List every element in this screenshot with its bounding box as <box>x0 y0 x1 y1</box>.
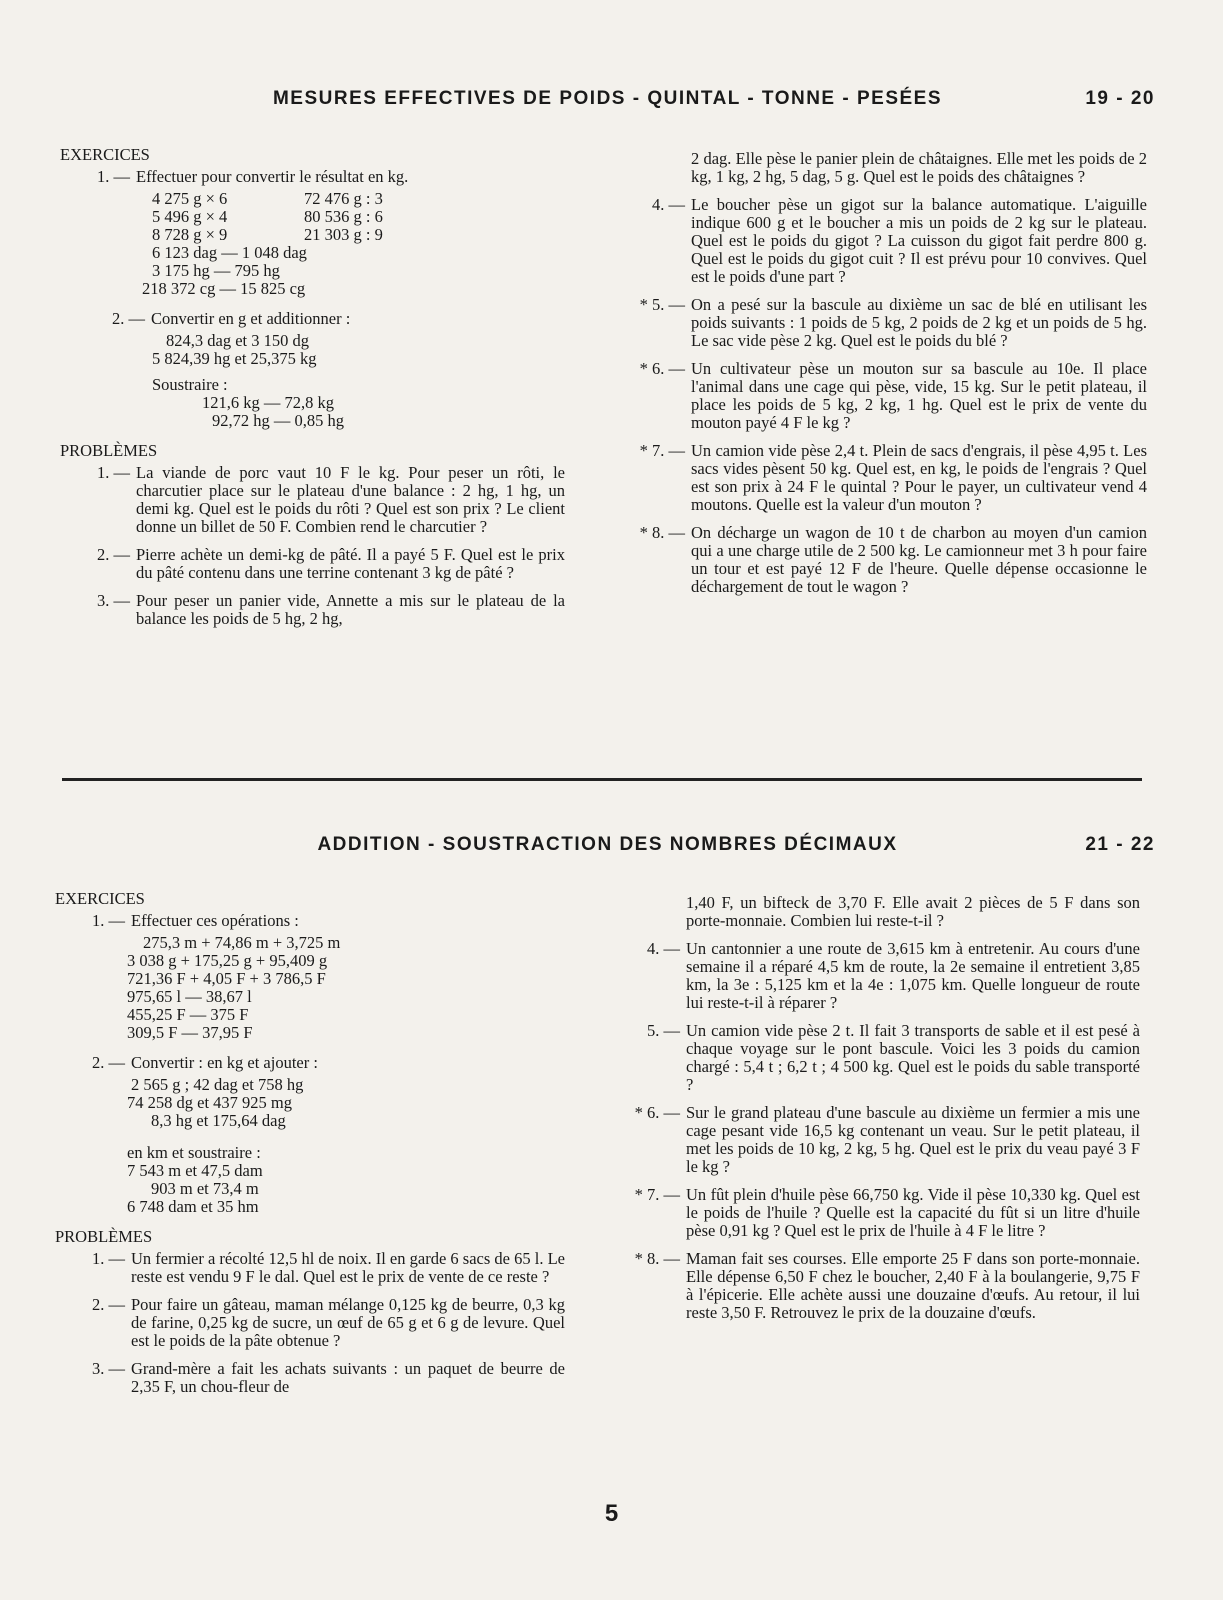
bottom-left-column: EXERCICES 1. — Effectuer ces opérations : 275,3 m + 74,86 m + 3,725 m 3 038 g + 175,25 g + 95,409 g 721,36 F + 4,05 F + 3 786,5 F 975,65 l — 38,67 l 455,25 F — 375 F 309,5 F — 37,95 F 2. — Convertir : en kg et ajouter : 2 565 g ; 42 dag et 758 hg 74 258 dg et 437 925 mg 8,3 hg et 175,64 dag en km et soustraire : 7 543 m et 47,5 dam 903 m et 73,4 m 6 748 dam et 35 hm PROBLÈMES 1. — Un fermier a récolté 12,5 hl de noix. Il en garde 6 sacs de 65 l. Le reste est vendu 9 F le dal. Quel est le prix de vente de ce reste ? 2. — Pour faire un gâteau, maman mélange 0,125 kg de beurre, 0,3 kg de farine, 0,25 kg de sucre, un œuf de 65 g et 6 g de levure. Quel est le poids de la pâte obtenue ? 3. — Grand-mère a fait les achats suivants : un paquet de beurre de 2,35 F, un chou-fleur de <box>55 889 565 1396</box>
section-divider <box>62 778 1142 781</box>
section-title: ADDITION - SOUSTRACTION DES NOMBRES DÉCIMAUX <box>317 834 898 855</box>
problem-item: 1. — Un fermier a récolté 12,5 hl de noix. Il en garde 6 sacs de 65 l. Le reste est vendu 9 F le dal. Quel est le prix de vente de ce reste ? <box>92 1249 565 1286</box>
top-left-column: EXERCICES 1. — Effectuer pour convertir le résultat en kg. 4 275 g × 6 72 476 g : 3 5 496 g × 4 80 536 g : 6 8 728 g × 9 21 303 g : 9 6 123 dag — 1 048 dag 3 175 hg — 795 hg 218 372 cg — 15 825 cg 2. — Convertir en g et additionner : 824,3 dag et 3 150 dg 5 824,39 hg et 25,375 kg Soustraire : 121,6 kg — 72,8 kg 92,72 hg — 0,85 hg PROBLÈMES 1. — La viande de porc vaut 10 F le kg. Pour peser un rôti, le charcutier place sur le plateau d'une balance : 2 hg, 1 hg, un demi kg. Quel est le poids du rôti ? Quel est son prix ? Le client donne un billet de 50 F. Combien rend le charcutier ? 2. — Pierre achète un demi-kg de pâté. Il a payé 5 F. Quel est le prix du pâté contenu dans une terrine contenant 3 kg de pâté ? 3. — Pour peser un panier vide, Annette a mis sur le plateau de la balance les poids de 5 hg, 2 hg, <box>60 145 565 628</box>
section-number: 21 - 22 <box>1085 834 1155 855</box>
problems-heading: PROBLÈMES <box>60 441 158 460</box>
problem-item: 2. — Pierre achète un demi-kg de pâté. Il a payé 5 F. Quel est le prix du pâté contenu dans une terrine contenant 3 kg de pâté ? <box>97 545 565 582</box>
exercise-item: 2. — Convertir : en kg et ajouter : <box>92 1053 318 1072</box>
problem-item: 1. — La viande de porc vaut 10 F le kg. Pour peser un rôti, le charcutier place sur le plateau d'une balance : 2 hg, 1 hg, un demi kg. Quel est le poids du rôti ? Quel est son prix ? Le client donne un billet de 50 F. Combien rend le charcutier ? <box>97 463 565 536</box>
bottom-right-column <box>610 894 1140 1332</box>
problem-item: * 6. — Un cultivateur pèse un mouton sur sa bascule au 10e. Il place l'animal dans une cage qui pèse, vide, 15 kg. Sur le petit plateau, il place les poids de 5 kg, 2 kg, 1 hg. Quel est le prix de vente du mouton payé 4 F le kg ? <box>639 359 1147 432</box>
exercises-heading: EXERCICES <box>55 889 145 908</box>
section-title: MESURES EFFECTIVES DE POIDS - QUINTAL - TONNE - PESÉES <box>272 88 943 109</box>
exercises-heading: EXERCICES <box>60 145 150 164</box>
problem-continuation: 2 dag. Elle pèse le panier plein de châtaignes. Elle met les poids de 2 kg, 1 kg, 2 hg, 5 dag, 5 g. Quel est le poids des châtaignes ? <box>691 149 1147 186</box>
problem-item: 3. — Grand-mère a fait les achats suivants : un paquet de beurre de 2,35 F, un chou-fleur de <box>92 1359 565 1396</box>
problem-item: 4. — Le boucher pèse un gigot sur la balance automatique. L'aiguille indique 600 g et le boucher a mis un poids de 2 kg sur le plateau. Quel est le poids du gigot ? La cuisson du gigot fait perdre 800 g. Quel est le poids du gigot cuit ? Il est prévu pour 10 convives. Quel est le poids d'une part ? <box>652 195 1147 286</box>
problem-item: 3. — Pour peser un panier vide, Annette a mis sur le plateau de la balance les poids de 5 hg, 2 hg, <box>97 591 565 628</box>
problem-item: 2. — Pour faire un gâteau, maman mélange 0,125 kg de beurre, 0,3 kg de farine, 0,25 kg de sucre, un œuf de 65 g et 6 g de levure. Quel est le poids de la pâte obtenue ? <box>92 1295 565 1350</box>
exercise-item: 1. — Effectuer ces opérations : <box>92 911 299 930</box>
exercise-item: 2. — Convertir en g et additionner : <box>112 309 351 328</box>
problem-item: * 8. — On décharge un wagon de 10 t de charbon au moyen d'un camion qui a une charge utile de 2 500 kg. Le camionneur met 3 h pour faire un tour et est payé 12 F de l'heure. Quelle dépense occasionne le déchargement de tout le wagon ? <box>639 523 1147 596</box>
page-number: 5 <box>604 1500 619 1527</box>
problem-item: * 8. — Maman fait ses courses. Elle emporte 25 F dans son porte-monnaie. Elle dépense 6,50 F chez le boucher, 2,40 F à la boulangerie, 9,75 F à l'épicerie. Elle achète aussi une douzaine d'œufs. Au retour, il lui reste 3,50 F. Retrouvez le prix de la douzaine d'œufs. <box>634 1249 1140 1322</box>
problem-item: * 5. — On a pesé sur la bascule au dixième un sac de blé en utilisant les poids suivants : 1 poids de 5 kg, 2 poids de 2 kg et un poids de 5 hg. Le sac vide pèse 2 kg. Quel est le poids du blé ? <box>639 295 1147 350</box>
exercise-operations: 4 275 g × 6 72 476 g : 3 5 496 g × 4 80 536 g : 6 8 728 g × 9 21 303 g : 9 6 123 dag — 1 048 dag 3 175 hg — 795 hg 218 372 cg — 15 825 cg <box>142 189 383 298</box>
problem-continuation: 1,40 F, un bifteck de 3,70 F. Elle avait 2 pièces de 5 F dans son porte-monnaie. Combien lui reste-t-il ? <box>686 893 1140 930</box>
problem-item: * 7. — Un fût plein d'huile pèse 66,750 kg. Vide il pèse 10,330 kg. Quel est le poids de l'huile ? Quelle est la capacité du fût si un litre d'huile pèse 0,91 kg ? Quel est le prix de l'huile à 4 F le litre ? <box>634 1185 1140 1240</box>
section-number: 19 - 20 <box>1085 88 1155 109</box>
problem-item: * 6. — Sur le grand plateau d'une bascule au dixième un fermier a mis une cage pesant vide 16,5 kg contenant un veau. Sur le petit plateau, il met les poids de 10 kg, 2 kg, 5 hg. Quel est le prix du veau payé 3 F le kg ? <box>634 1103 1140 1176</box>
problem-item: 4. — Un cantonnier a une route de 3,615 km à entretenir. Au cours d'une semaine il a réparé 4,5 km de route, la 2e semaine il entretient 3,85 km, la 3e : 5,125 km et la 4e : 1,075 km. Quelle longueur de route lui reste-t-il à réparer ? <box>647 939 1140 1012</box>
problem-item: 5. — Un camion vide pèse 2 t. Il fait 3 transports de sable et il est pesé à chaque voyage sur le pont bascule. Voici les 3 poids du camion chargé : 5,4 t ; 6,2 t ; 4 500 kg. Quel est le poids du sable transporté ? <box>647 1021 1140 1094</box>
top-right-column <box>615 150 1147 606</box>
problems-heading: PROBLÈMES <box>55 1227 153 1246</box>
exercise-operations: 275,3 m + 74,86 m + 3,725 m 3 038 g + 175,25 g + 95,409 g 721,36 F + 4,05 F + 3 786,5 F 975,65 l — 38,67 l 455,25 F — 375 F 309,5 F — 37,95 F <box>127 933 341 1042</box>
problem-item: * 7. — Un camion vide pèse 2,4 t. Plein de sacs d'engrais, il pèse 4,95 t. Les sacs vides pèsent 50 kg. Quel est, en kg, le poids de l'engrais ? Quel est son prix à 24 F le quintal ? Pour le payer, un cultivateur vend 4 moutons. Quelle est la valeur d'un mouton ? <box>639 441 1147 514</box>
exercise-item: 1. — Effectuer pour convertir le résultat en kg. <box>97 167 409 186</box>
